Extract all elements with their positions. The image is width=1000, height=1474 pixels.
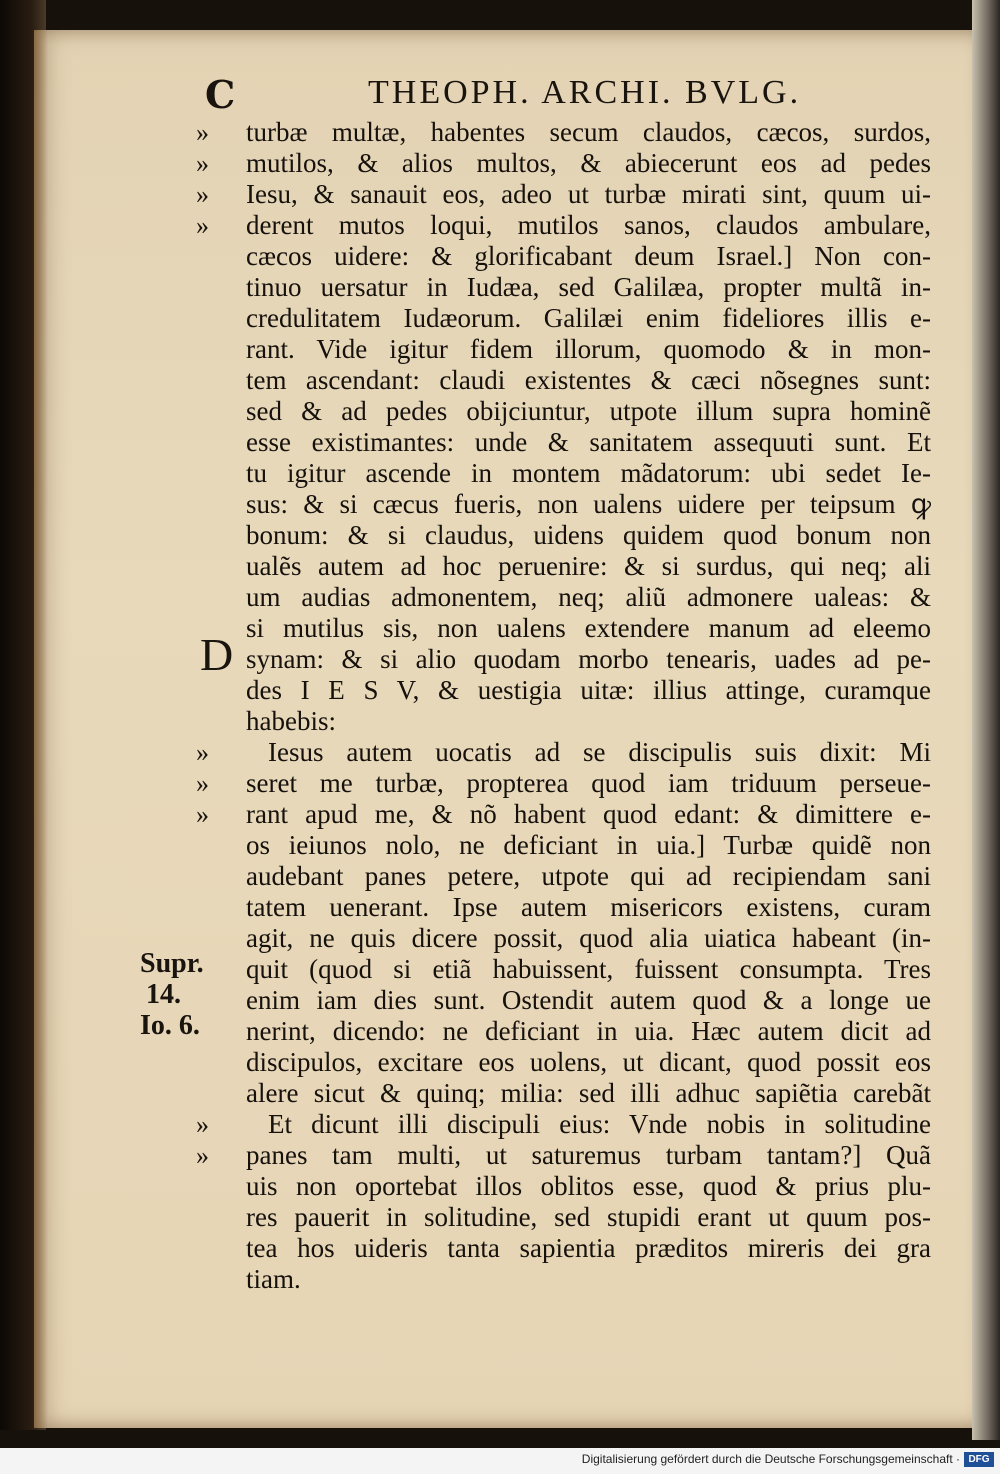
text-line: tinuo uersatur in Iudæa, sed Galilæa, propter multã in- bbox=[246, 272, 931, 302]
quotation-mark: » bbox=[196, 180, 209, 209]
page-edge-stack bbox=[972, 0, 1000, 1440]
text-line: discipulos, excitare eos uolens, ut dicant, quod possit eos bbox=[246, 1047, 931, 1077]
text-line: sus: & si cæcus fueris, non ualens uidere per teipsum ꝙ bbox=[246, 489, 931, 519]
section-letter: D bbox=[200, 629, 234, 680]
text-line: tea hos uideris tanta sapientia præditos mireris dei gra bbox=[246, 1233, 931, 1263]
quotation-mark: » bbox=[196, 738, 209, 767]
text-line: si mutilus sis, non ualens extendere manum ad eleemo bbox=[246, 613, 931, 643]
text-line: Iesus autem uocatis ad se discipulis suis dixit: Mi bbox=[268, 737, 931, 767]
quotation-mark: » bbox=[196, 800, 209, 829]
page-gutter bbox=[34, 30, 48, 1428]
text-line: agit, ne quis dicere possit, quod alia uiatica habeant (in- bbox=[246, 923, 931, 953]
text-line: nerint, dicendo: ne deficiant in uia. Hæc autem dicit ad bbox=[246, 1016, 931, 1046]
text-line: uis non oportebat illos oblitos esse, quod & prius plu- bbox=[246, 1171, 931, 1201]
text-line: synam: & si alio quodam morbo tenearis, uades ad pe- bbox=[246, 644, 931, 674]
page-header bbox=[0, 72, 1000, 122]
margin-reference: Io. 6. bbox=[140, 1010, 200, 1041]
quotation-mark: » bbox=[196, 1110, 209, 1139]
text-line: derent mutos loqui, mutilos sanos, claudos ambulare, bbox=[246, 210, 931, 240]
quotation-mark: » bbox=[196, 149, 209, 178]
text-line: audebant panes petere, utpote qui ad recipiendam sani bbox=[246, 861, 931, 891]
text-line: res pauerit in solitudine, sed stupidi erant ut quum pos- bbox=[246, 1202, 931, 1232]
text-line: alere sicut & quinq; milia: sed illi adhuc sapiẽtia carebãt bbox=[246, 1078, 931, 1108]
signature-mark: C bbox=[205, 72, 236, 117]
text-line: tu igitur ascende in montem mãdatorum: ubi sedet Ie- bbox=[246, 458, 931, 488]
running-title: THEOPH. ARCHI. BVLG. bbox=[368, 74, 802, 111]
text-line: tem ascendant: claudi existentes & cæci nõsegnes sunt: bbox=[246, 365, 931, 395]
margin-reference: Supr. bbox=[140, 948, 204, 979]
text-line: os ieiunos nolo, ne deficiant in uia.] Turbæ quidẽ non bbox=[246, 830, 931, 860]
text-line: bonum: & si claudus, uidens quidem quod bonum non bbox=[246, 520, 931, 550]
footer-bar bbox=[0, 1448, 1000, 1474]
body-text bbox=[246, 117, 931, 1295]
text-line: rant. Vide igitur fidem illorum, quomodo & in mon- bbox=[246, 334, 931, 364]
text-line: tatem uenerant. Ipse autem misericors existens, curam bbox=[246, 892, 931, 922]
text-line: tiam. bbox=[246, 1264, 301, 1294]
text-line: ualẽs autem ad hoc peruenire: & si surdus, qui neq; ali bbox=[246, 551, 931, 581]
text-line: mutilos, & alios multos, & abiecerunt eos ad pedes bbox=[246, 148, 931, 178]
text-line: turbæ multæ, habentes secum claudos, cæcos, surdos, bbox=[246, 117, 931, 147]
text-line: um audias admonentem, neq; aliũ admonere ualeas: & bbox=[246, 582, 931, 612]
margin-reference: 14. bbox=[146, 979, 181, 1010]
funding-credit: Digitalisierung gefördert durch die Deutsche Forschungsgemeinschaft · bbox=[581, 1452, 960, 1466]
quotation-mark: » bbox=[196, 118, 209, 147]
text-line: esse existimantes: unde & sanitatem assequuti sunt. Et bbox=[246, 427, 931, 457]
quotation-mark: » bbox=[196, 211, 209, 240]
text-line: cæcos uidere: & glorificabant deum Israel.] Non con- bbox=[246, 241, 931, 271]
text-line: credulitatem Iudæorum. Galilæi enim fideliores illis e- bbox=[246, 303, 931, 333]
text-line: sed & ad pedes obijciuntur, utpote illum supra hominẽ bbox=[246, 396, 931, 426]
text-line: des I E S V, & uestigia uitæ: illius attinge, curamque bbox=[246, 675, 931, 705]
text-line: panes tam multi, ut saturemus turbam tantam?] Quã bbox=[246, 1140, 931, 1170]
text-line: Iesu, & sanauit eos, adeo ut turbæ mirati sint, quum ui- bbox=[246, 179, 931, 209]
quotation-mark: » bbox=[196, 769, 209, 798]
dfg-logo: DFG bbox=[964, 1452, 994, 1467]
text-line: seret me turbæ, propterea quod iam triduum perseue- bbox=[246, 768, 931, 798]
text-line: rant apud me, & nõ habent quod edant: & dimittere e- bbox=[246, 799, 931, 829]
text-line: habebis: bbox=[246, 706, 336, 736]
quotation-mark: » bbox=[196, 1141, 209, 1170]
text-line: Et dicunt illi discipuli eius: Vnde nobis in solitudine bbox=[268, 1109, 931, 1139]
text-line: quit (quod si etiã habuissent, fuissent consumpta. Tres bbox=[246, 954, 931, 984]
text-line: enim iam dies sunt. Ostendit autem quod & a longe ue bbox=[246, 985, 931, 1015]
